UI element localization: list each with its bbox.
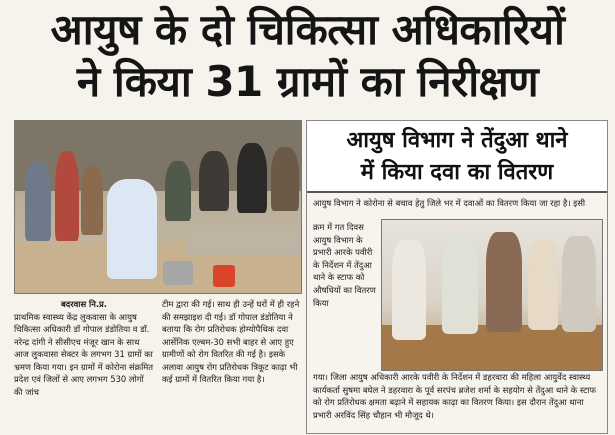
left-story-column-1	[14, 298, 154, 398]
headline-line-2: ने किया 31 ग्रामों का निरीक्षण	[76, 57, 539, 106]
health-worker-figure	[107, 179, 157, 279]
cooking-pot	[163, 261, 193, 285]
headline-line-1: आयुष के दो चिकित्सा अधिकारियों	[50, 5, 565, 54]
right-story-intro: आयुष विभाग ने कोरोना से बचाव हेतु जिले भर में दवाओं का वितरण किया जा रहा है। इसी	[313, 198, 586, 208]
police-station-photo	[381, 219, 603, 371]
camp-photo	[14, 120, 302, 294]
right-title-line-1: आयुष विभाग ने तेंदुआ थाने	[346, 128, 568, 153]
left-story-text-2: टीम द्वारा की गई। साथ ही उन्हें घरों में ही रहने की समझाइश दी गई। डॉ गोपाल डंडोतिया ने बताया कि रोग प्रतिरोधक होम्योपैथिक दवा आर्सेनिक एल्बम-30 सभी बाहर से आए हुए ग्रामीणों को रोग वितरित की गई है। इसके अलावा आयुष रोग प्रतिरोधक त्रिकूट काढ़ा भी कई ग्रामों में वितरित किया गया है।	[162, 299, 300, 384]
right-story-box	[306, 120, 608, 434]
right-story-title	[307, 121, 607, 193]
left-story-text-1: प्राथमिक स्वास्थ्य केंद्र लुकवासा के आयुष चिकित्सा अधिकारी डॉ गोपाल डंडोतिया व डॉ. नरेन्द्र दांगी ने सीसीएच मंजूर खान के साथ आज लुकवासा सेक्टर के लगभग 31 ग्रामों का भ्रमण किया गया। इन ग्रामों में कोरोना संक्रमित प्रदेश एवं जिलों से आए लगभग 530 लोगों की जांच	[14, 311, 154, 397]
right-title-line-2: में किया दवा का वितरण	[360, 160, 554, 185]
right-story-bottom: गया। जिला आयुष अधिकारी आरके पवीरी के निर्देशन में डहरवारा की महिला आयुर्वेद स्वास्थ्य कार्यकर्ता सुषमा बघेल ने डहरवारा के पूर्व सरपंच ब्रजेश शर्मा के सहयोग से तेंदुआ थाने के स्टाफ को रोग प्रतिरोधक क्षमता बढ़ाने में सहायक काढ़ा का वितरण किया। इस दौरान तेंदुआ थाना प्रभारी अरविंद सिंह चौहान भी मौजूद थे।	[313, 372, 596, 420]
headline	[6, 4, 609, 116]
dateline: बदरवास नि.प्र.	[60, 299, 107, 309]
right-story-narrow: क्रम में गत दिवस आयुष विभाग के प्रभारी आरके पवीरी के निर्देशन में तेंदुआ थाने के स्टाफ को औषधियों का वितरण किया	[313, 222, 376, 308]
red-bucket	[213, 265, 235, 287]
left-story-column-2	[162, 298, 302, 386]
